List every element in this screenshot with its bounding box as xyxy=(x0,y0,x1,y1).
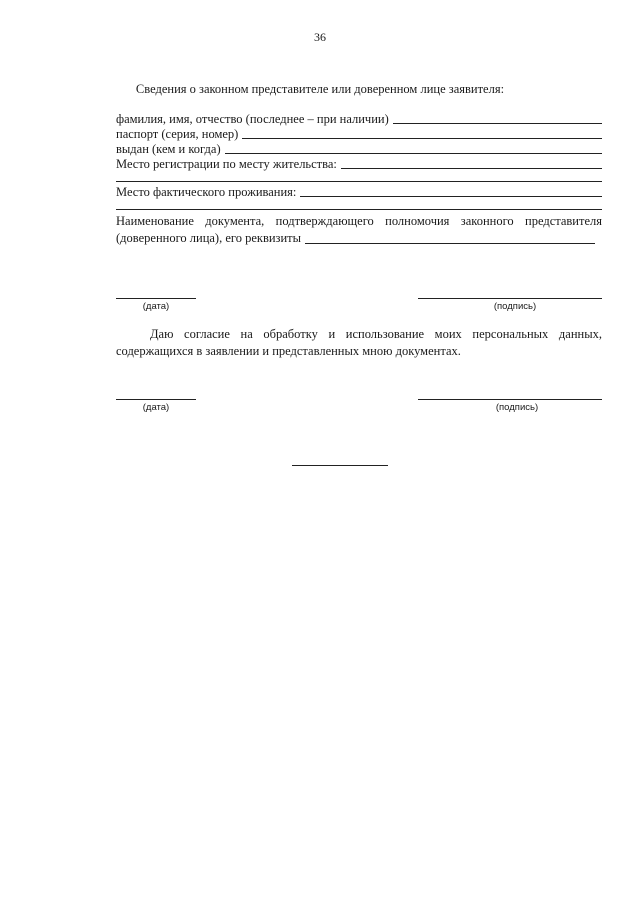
date-caption-1: (дата) xyxy=(142,301,170,312)
date-line-1[interactable] xyxy=(116,298,196,299)
authority-document-text-2: (доверенного лица), его реквизиты xyxy=(116,231,302,245)
residence-input-line[interactable] xyxy=(300,186,602,197)
passport-label: паспорт (серия, номер) xyxy=(116,127,239,141)
signature-line-2[interactable] xyxy=(418,399,602,400)
fio-field[interactable] xyxy=(116,112,602,127)
authority-document-input-line[interactable] xyxy=(305,233,595,244)
residence-label: Место фактического проживания: xyxy=(116,185,297,199)
authority-document-field[interactable] xyxy=(116,213,602,247)
authority-document-text: Наименование документа, подтверждающего полномочия законного представителя xyxy=(116,214,602,228)
registration-input-line[interactable] xyxy=(341,158,602,169)
registration-field[interactable] xyxy=(116,157,602,172)
passport-field[interactable] xyxy=(116,127,602,142)
issued-input-line[interactable] xyxy=(225,143,602,154)
residence-field[interactable] xyxy=(116,185,602,200)
end-of-document-rule xyxy=(292,465,388,466)
date-caption-2: (дата) xyxy=(142,402,170,413)
fio-label: фамилия, имя, отчество (последнее – при наличии) xyxy=(116,112,389,126)
signature-caption-2: (подпись) xyxy=(495,402,539,413)
signature-caption-1: (подпись) xyxy=(493,301,537,312)
fio-input-line[interactable] xyxy=(393,113,602,124)
page-number: 36 xyxy=(314,30,326,44)
registration-label: Место регистрации по месту жительства: xyxy=(116,157,337,171)
consent-line-1: Даю согласие на обработку и использование моих персональных данных, xyxy=(150,327,602,341)
passport-input-line[interactable] xyxy=(242,128,602,139)
residence-continuation-line[interactable] xyxy=(116,209,602,210)
date-line-2[interactable] xyxy=(116,399,196,400)
registration-continuation-line[interactable] xyxy=(116,181,602,182)
section-heading: Сведения о законном представителе или доверенном лице заявителя: xyxy=(135,82,505,96)
issued-label: выдан (кем и когда) xyxy=(116,142,221,156)
issued-field[interactable] xyxy=(116,142,602,157)
consent-paragraph xyxy=(116,326,602,360)
consent-line-2: содержащихся в заявлении и представленных мною документах. xyxy=(116,344,461,358)
signature-line-1[interactable] xyxy=(418,298,602,299)
